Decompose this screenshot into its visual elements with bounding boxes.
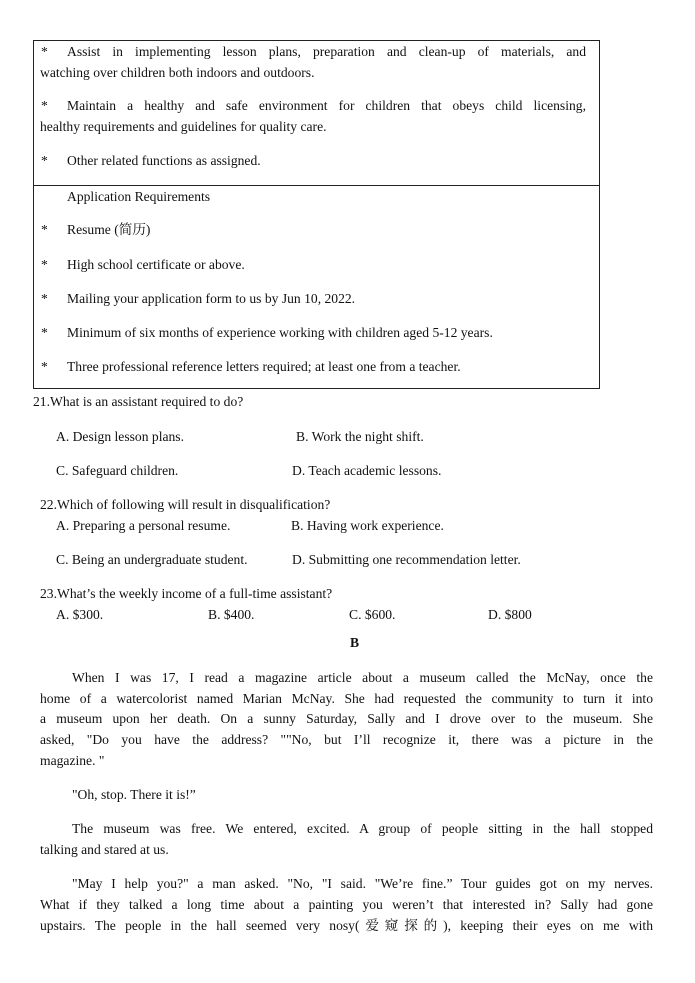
question-stem: 23.What’s the weekly income of a full-time assistant? [40, 586, 333, 601]
bullet-marker: * [41, 98, 48, 113]
requirement-item: Resume (简历) [67, 222, 151, 237]
question-stem: 21.What is an assistant required to do? [33, 394, 244, 409]
passage-line: home of a watercolorist named Marian McNay. She had requested the community to turn it into [40, 691, 653, 706]
duty-line: Other related functions as assigned. [67, 153, 261, 168]
bullet-marker: * [41, 291, 48, 306]
passage-line: When I was 17, I read a magazine article about a museum called the McNay, once the [72, 670, 653, 685]
passage-line: "Oh, stop. There it is!” [72, 787, 196, 802]
question-stem: 22.Which of following will result in disqualification? [40, 497, 331, 512]
option-d: D. Teach academic lessons. [292, 463, 442, 478]
passage-line: asked, "Do you have the address? ""No, but I’ll recognize it, there was a picture in the [40, 732, 653, 747]
passage-line: What if they talked a long time about a painting you weren’t that interested in? Sally had gone [40, 897, 653, 912]
requirement-item: Three professional reference letters required; at least one from a teacher. [67, 359, 461, 374]
requirements-title: Application Requirements [67, 189, 211, 204]
box-divider [33, 185, 600, 186]
option-b: B. Work the night shift. [296, 429, 424, 444]
option-a: A. Preparing a personal resume. [56, 518, 231, 533]
passage-line: talking and stared at us. [40, 842, 169, 857]
option-d: D. Submitting one recommendation letter. [292, 552, 521, 567]
passage-line: a museum upon her death. On a sunny Saturday, Sally and I drove over to the museum. She [40, 711, 653, 726]
section-heading: B [350, 635, 360, 650]
bullet-marker: * [41, 359, 48, 374]
option-a: A. Design lesson plans. [56, 429, 184, 444]
option-c: C. Being an undergraduate student. [56, 552, 248, 567]
bullet-marker: * [41, 325, 48, 340]
option-b: B. Having work experience. [291, 518, 444, 533]
requirement-item: High school certificate or above. [67, 257, 245, 272]
option-b: B. $400. [208, 607, 255, 622]
bullet-marker: * [41, 257, 48, 272]
passage-line: upstairs. The people in the hall seemed very nosy(爱窥探的), keeping their eyes on me with [40, 918, 653, 933]
passage-line: magazine. " [40, 753, 105, 768]
duty-line: healthy requirements and guidelines for quality care. [40, 119, 327, 134]
bullet-marker: * [41, 153, 48, 168]
option-d: D. $800 [488, 607, 532, 622]
bullet-marker: * [41, 44, 48, 59]
requirement-item: Mailing your application form to us by Jun 10, 2022. [67, 291, 356, 306]
duty-line: Maintain a healthy and safe environment for children that obeys child licensing, [67, 98, 586, 113]
passage-line: "May I help you?" a man asked. "No, "I said. "We’re fine.” Tour guides got on my nerves. [72, 876, 653, 891]
duty-line: Assist in implementing lesson plans, preparation and clean-up of materials, and [67, 44, 586, 59]
requirement-item: Minimum of six months of experience working with children aged 5-12 years. [67, 325, 493, 340]
passage-line: The museum was free. We entered, excited. A group of people sitting in the hall stopped [72, 821, 653, 836]
duty-line: watching over children both indoors and outdoors. [40, 65, 315, 80]
option-c: C. Safeguard children. [56, 463, 179, 478]
option-a: A. $300. [56, 607, 104, 622]
option-c: C. $600. [349, 607, 396, 622]
bullet-marker: * [41, 222, 48, 237]
